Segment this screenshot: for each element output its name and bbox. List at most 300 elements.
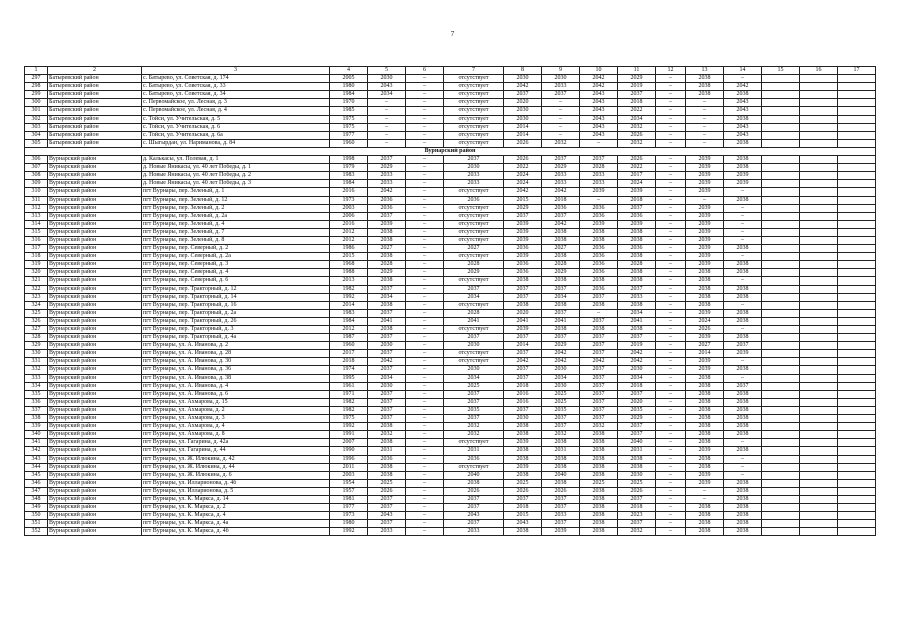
cell-district: Вурнарский район xyxy=(48,447,142,455)
cell-c13: 2038 xyxy=(686,277,724,285)
cell-empty-col-16 xyxy=(800,398,838,406)
cell-empty-col-16 xyxy=(800,285,838,293)
cell-c9: 2036 xyxy=(542,204,580,212)
cell-address: пгт Вурнары, ул. А. Иванова, д. 4 xyxy=(142,382,330,390)
cell-empty-col-17 xyxy=(838,326,876,334)
cell-c8: 2030 xyxy=(504,75,542,83)
cell-c11: 2035 xyxy=(618,406,656,414)
cell-address: пгт Вурнары, ул. А. Иванова, д. 28 xyxy=(142,350,330,358)
cell-c8: 2039 xyxy=(504,439,542,447)
cell-c14: 2038 xyxy=(724,423,762,431)
cell-c6: – xyxy=(406,415,444,423)
cell-c9: 2037 xyxy=(542,334,580,342)
table-row xyxy=(25,115,876,123)
cell-c14: 2038 xyxy=(724,528,762,536)
cell-empty-col-15 xyxy=(762,317,800,325)
cell-district: Вурнарский район xyxy=(48,520,142,528)
cell-c10: 2038 xyxy=(580,504,618,512)
cell-c12: – xyxy=(656,131,686,139)
cell-c7: отсутствует xyxy=(444,220,504,228)
cell-c13: 2039 xyxy=(686,172,724,180)
cell-c13: – xyxy=(686,487,724,495)
cell-c9: 2042 xyxy=(542,220,580,228)
cell-c11: 2034 xyxy=(618,374,656,382)
cell-c14: – xyxy=(724,212,762,220)
cell-c9: 2029 xyxy=(542,269,580,277)
cell-c14: – xyxy=(724,358,762,366)
cell-c5: 2036 xyxy=(368,204,406,212)
table-row xyxy=(25,350,876,358)
column-header: 4 xyxy=(330,67,368,75)
table-row xyxy=(25,277,876,285)
cell-c12: – xyxy=(656,512,686,520)
cell-no: 345 xyxy=(25,471,48,479)
cell-c5: 2032 xyxy=(368,431,406,439)
cell-empty-col-17 xyxy=(838,131,876,139)
cell-c14: 2038 xyxy=(724,245,762,253)
cell-c6: – xyxy=(406,107,444,115)
cell-empty-col-16 xyxy=(800,471,838,479)
cell-empty-col-16 xyxy=(800,512,838,520)
table-row xyxy=(25,415,876,423)
cell-c4: 2006 xyxy=(330,212,368,220)
cell-district: Вурнарский район xyxy=(48,512,142,520)
cell-c6: – xyxy=(406,479,444,487)
cell-address: пгт Вурнары, пер. Зеленый, д. 4 xyxy=(142,220,330,228)
cell-c8: 2036 xyxy=(504,269,542,277)
cell-c10: 2036 xyxy=(580,285,618,293)
cell-no: 312 xyxy=(25,204,48,212)
table-row xyxy=(25,261,876,269)
cell-c12: – xyxy=(656,253,686,261)
cell-c4: 2011 xyxy=(330,463,368,471)
cell-no: 323 xyxy=(25,293,48,301)
cell-c12: – xyxy=(656,261,686,269)
cell-c10: 2037 xyxy=(580,342,618,350)
cell-district: Вурнарский район xyxy=(48,277,142,285)
cell-c9: 2026 xyxy=(542,487,580,495)
cell-empty-col-15 xyxy=(762,107,800,115)
cell-c9: 2037 xyxy=(542,285,580,293)
cell-c7: отсутствует xyxy=(444,212,504,220)
cell-c4: 1992 xyxy=(330,293,368,301)
cell-empty-col-16 xyxy=(800,245,838,253)
cell-c11: 2029 xyxy=(618,415,656,423)
cell-c8: 2020 xyxy=(504,99,542,107)
cell-c9: 2038 xyxy=(542,463,580,471)
cell-c13: 2038 xyxy=(686,463,724,471)
table-row xyxy=(25,512,876,520)
cell-address: пгт Вурнары, ул. Илларионова, д. 5 xyxy=(142,487,330,495)
cell-c14: – xyxy=(724,75,762,83)
table-row xyxy=(25,131,876,139)
table-row xyxy=(25,317,876,325)
column-header: 6 xyxy=(406,67,444,75)
cell-c4: 1990 xyxy=(330,447,368,455)
cell-c4: 1980 xyxy=(330,83,368,91)
cell-address: пгт Вурнары, ул. Ахмарова, д. 2 xyxy=(142,406,330,414)
cell-c10: 2037 xyxy=(580,366,618,374)
cell-district: Батыревский район xyxy=(48,131,142,139)
cell-empty-col-16 xyxy=(800,495,838,503)
cell-c13: – xyxy=(686,139,724,147)
cell-c12: – xyxy=(656,423,686,431)
table-row xyxy=(25,495,876,503)
cell-c14: 2038 xyxy=(724,512,762,520)
cell-c13: – xyxy=(686,107,724,115)
cell-empty-col-16 xyxy=(800,131,838,139)
cell-empty-col-15 xyxy=(762,156,800,164)
cell-c4: 2018 xyxy=(330,358,368,366)
cell-c6: – xyxy=(406,512,444,520)
cell-c12: – xyxy=(656,326,686,334)
cell-empty-col-15 xyxy=(762,439,800,447)
cell-empty-col-16 xyxy=(800,99,838,107)
cell-empty-col-17 xyxy=(838,447,876,455)
cell-c6: – xyxy=(406,528,444,536)
cell-empty-col-17 xyxy=(838,107,876,115)
cell-c6: – xyxy=(406,326,444,334)
cell-c8: 2038 xyxy=(504,431,542,439)
cell-c8: 2043 xyxy=(504,520,542,528)
cell-c7: отсутствует xyxy=(444,228,504,236)
cell-c12: – xyxy=(656,398,686,406)
cell-district: Вурнарский район xyxy=(48,228,142,236)
cell-c11: 2018 xyxy=(618,504,656,512)
page-number: 7 xyxy=(450,30,455,38)
table-row xyxy=(25,479,876,487)
cell-c7: отсутствует xyxy=(444,188,504,196)
cell-c13: 2027 xyxy=(686,342,724,350)
cell-c5: 2038 xyxy=(368,326,406,334)
cell-c14: 2038 xyxy=(724,261,762,269)
table-row xyxy=(25,285,876,293)
cell-address: с. Шыгырдан, ул. Нариманова, д. 84 xyxy=(142,139,330,147)
cell-c8: 2042 xyxy=(504,358,542,366)
cell-c4: 2007 xyxy=(330,439,368,447)
cell-c8: 2037 xyxy=(504,366,542,374)
cell-c12: – xyxy=(656,99,686,107)
cell-c12: – xyxy=(656,495,686,503)
cell-no: 337 xyxy=(25,406,48,414)
cell-empty-col-15 xyxy=(762,164,800,172)
cell-c10: 2038 xyxy=(580,228,618,236)
cell-address: д. Новые Яникасы, ул. 40 лет Победы, д. 3 xyxy=(142,180,330,188)
cell-c6: – xyxy=(406,423,444,431)
cell-empty-col-17 xyxy=(838,398,876,406)
cell-c13: 2039 xyxy=(686,188,724,196)
cell-c7: 2036 xyxy=(444,196,504,204)
cell-c11: 2036 xyxy=(618,245,656,253)
cell-c7: 2040 xyxy=(444,471,504,479)
cell-c6: – xyxy=(406,342,444,350)
cell-c8: 2039 xyxy=(504,236,542,244)
cell-c6: – xyxy=(406,366,444,374)
cell-c5: 2029 xyxy=(368,269,406,277)
cell-c10: 2039 xyxy=(580,220,618,228)
cell-empty-col-17 xyxy=(838,423,876,431)
cell-address: пгт Вурнары, пер. Тракторный, д. 12 xyxy=(142,285,330,293)
cell-c7: 2026 xyxy=(444,487,504,495)
cell-c9: 2038 xyxy=(542,479,580,487)
cell-no: 298 xyxy=(25,83,48,91)
cell-no: 349 xyxy=(25,504,48,512)
table-row xyxy=(25,123,876,131)
cell-c6: – xyxy=(406,123,444,131)
cell-district: Батыревский район xyxy=(48,83,142,91)
cell-c9: 2033 xyxy=(542,83,580,91)
cell-c12: – xyxy=(656,382,686,390)
cell-empty-col-17 xyxy=(838,390,876,398)
cell-c12: – xyxy=(656,342,686,350)
cell-c7: отсутствует xyxy=(444,139,504,147)
cell-empty-col-15 xyxy=(762,528,800,536)
cell-c14: 2038 xyxy=(724,91,762,99)
cell-district: Батыревский район xyxy=(48,75,142,83)
cell-empty-col-15 xyxy=(762,139,800,147)
cell-empty-col-16 xyxy=(800,261,838,269)
cell-district: Вурнарский район xyxy=(48,212,142,220)
table-row xyxy=(25,253,876,261)
cell-c4: 2012 xyxy=(330,228,368,236)
table-row xyxy=(25,390,876,398)
cell-address: пгт Вурнары, ул. К. Маркса, д. 4а xyxy=(142,520,330,528)
cell-c12: – xyxy=(656,220,686,228)
cell-district: Батыревский район xyxy=(48,123,142,131)
cell-c7: отсутствует xyxy=(444,463,504,471)
cell-empty-col-16 xyxy=(800,447,838,455)
cell-c8: 2042 xyxy=(504,83,542,91)
cell-address: пгт Вурнары, ул. Ж. Илюкина, д. 44 xyxy=(142,463,330,471)
cell-c5: 2037 xyxy=(368,504,406,512)
table-row xyxy=(25,245,876,253)
cell-c8: 2037 xyxy=(504,495,542,503)
cell-no: 308 xyxy=(25,172,48,180)
cell-c9: 2028 xyxy=(542,261,580,269)
cell-c8: 2037 xyxy=(504,406,542,414)
cell-c14: 2043 xyxy=(724,131,762,139)
cell-c5: – xyxy=(368,107,406,115)
cell-address: пгт Вурнары, пер. Тракторный, д. 2а xyxy=(142,309,330,317)
cell-empty-col-17 xyxy=(838,180,876,188)
cell-c9: 2037 xyxy=(542,495,580,503)
cell-c4: 1977 xyxy=(330,131,368,139)
cell-c6: – xyxy=(406,463,444,471)
cell-c13: – xyxy=(686,196,724,204)
cell-c9: 2029 xyxy=(542,342,580,350)
cell-c6: – xyxy=(406,83,444,91)
cell-c5: 2037 xyxy=(368,415,406,423)
cell-empty-col-16 xyxy=(800,91,838,99)
table-row xyxy=(25,326,876,334)
cell-c12: – xyxy=(656,487,686,495)
cell-empty-col-16 xyxy=(800,204,838,212)
cell-empty-col-17 xyxy=(838,374,876,382)
cell-c4: 1961 xyxy=(330,382,368,390)
cell-empty-col-17 xyxy=(838,245,876,253)
cell-c7: 2038 xyxy=(444,479,504,487)
cell-c13: 2039 xyxy=(686,447,724,455)
cell-address: пгт Вурнары, ул. Ж. Илюкина, д. 42 xyxy=(142,455,330,463)
cell-c14: – xyxy=(724,188,762,196)
cell-c8: 2014 xyxy=(504,123,542,131)
cell-district: Вурнарский район xyxy=(48,495,142,503)
cell-district: Вурнарский район xyxy=(48,334,142,342)
cell-c8: 2036 xyxy=(504,245,542,253)
cell-empty-col-15 xyxy=(762,261,800,269)
cell-empty-col-17 xyxy=(838,504,876,512)
cell-c13: 2038 xyxy=(686,528,724,536)
cell-c10: 2033 xyxy=(580,172,618,180)
cell-c4: 1992 xyxy=(330,423,368,431)
cell-c14: 2038 xyxy=(724,495,762,503)
cell-empty-col-16 xyxy=(800,504,838,512)
cell-c7: 2033 xyxy=(444,172,504,180)
cell-c8: 2016 xyxy=(504,398,542,406)
cell-c7: 2037 xyxy=(444,495,504,503)
cell-empty-col-17 xyxy=(838,253,876,261)
cell-c4: 2012 xyxy=(330,236,368,244)
table-row xyxy=(25,471,876,479)
cell-c6: – xyxy=(406,188,444,196)
cell-c11: 2040 xyxy=(618,439,656,447)
cell-c9: 2038 xyxy=(542,455,580,463)
cell-empty-col-15 xyxy=(762,374,800,382)
cell-empty-col-16 xyxy=(800,374,838,382)
cell-empty-col-17 xyxy=(838,334,876,342)
cell-address: с. Тойси, ул. Учительская, д. 6 xyxy=(142,123,330,131)
cell-c13: 2038 xyxy=(686,455,724,463)
cell-c7: отсутствует xyxy=(444,253,504,261)
cell-c14: 2038 xyxy=(724,520,762,528)
cell-c11: 2018 xyxy=(618,196,656,204)
cell-no: 316 xyxy=(25,236,48,244)
cell-c11: 2038 xyxy=(618,301,656,309)
cell-empty-col-17 xyxy=(838,455,876,463)
cell-c8: 2024 xyxy=(504,172,542,180)
cell-empty-col-15 xyxy=(762,382,800,390)
table-row xyxy=(25,156,876,164)
cell-no: 341 xyxy=(25,439,48,447)
cell-empty-col-16 xyxy=(800,390,838,398)
cell-c5: 2037 xyxy=(368,212,406,220)
cell-empty-col-17 xyxy=(838,350,876,358)
cell-c14: 2039 xyxy=(724,172,762,180)
cell-address: пгт Вурнары, ул. Ахмарова, д. 8 xyxy=(142,431,330,439)
cell-c11: 2023 xyxy=(618,512,656,520)
housing-schedule-table xyxy=(24,66,876,536)
cell-no: 305 xyxy=(25,139,48,147)
cell-c8: 2030 xyxy=(504,415,542,423)
cell-c14: 2043 xyxy=(724,107,762,115)
cell-no: 310 xyxy=(25,188,48,196)
cell-c5: 2027 xyxy=(368,245,406,253)
cell-c8: 2018 xyxy=(504,504,542,512)
cell-c4: 2017 xyxy=(330,350,368,358)
cell-empty-col-17 xyxy=(838,512,876,520)
cell-c10: 2038 xyxy=(580,326,618,334)
cell-c9: 2031 xyxy=(542,447,580,455)
cell-empty-col-15 xyxy=(762,398,800,406)
column-header: 16 xyxy=(800,67,838,75)
cell-c8: 2041 xyxy=(504,317,542,325)
cell-c5: 2037 xyxy=(368,390,406,398)
cell-c4: 1996 xyxy=(330,455,368,463)
cell-c7: отсутствует xyxy=(444,91,504,99)
cell-c11: 2030 xyxy=(618,471,656,479)
cell-district: Вурнарский район xyxy=(48,358,142,366)
cell-c11: 2034 xyxy=(618,115,656,123)
cell-c10: 2043 xyxy=(580,99,618,107)
cell-c5: 2033 xyxy=(368,528,406,536)
cell-c11: 2029 xyxy=(618,75,656,83)
cell-c14: – xyxy=(724,326,762,334)
cell-c9: – xyxy=(542,115,580,123)
cell-c8: 2015 xyxy=(504,196,542,204)
cell-c11: 2037 xyxy=(618,390,656,398)
cell-district: Вурнарский район xyxy=(48,423,142,431)
cell-c6: – xyxy=(406,131,444,139)
cell-c11: 2018 xyxy=(618,99,656,107)
cell-empty-col-17 xyxy=(838,415,876,423)
cell-empty-col-15 xyxy=(762,342,800,350)
cell-no: 343 xyxy=(25,455,48,463)
cell-empty-col-17 xyxy=(838,479,876,487)
cell-c11: 2025 xyxy=(618,479,656,487)
cell-c14: – xyxy=(724,471,762,479)
cell-c7: 2030 xyxy=(444,366,504,374)
table-row xyxy=(25,301,876,309)
cell-c9: 2037 xyxy=(542,212,580,220)
column-header: 1 xyxy=(25,67,48,75)
cell-c8: 2037 xyxy=(504,293,542,301)
cell-empty-col-15 xyxy=(762,277,800,285)
cell-no: 315 xyxy=(25,228,48,236)
cell-c5: – xyxy=(368,139,406,147)
cell-district: Вурнарский район xyxy=(48,342,142,350)
cell-c5: 2029 xyxy=(368,164,406,172)
cell-c4: 2013 xyxy=(330,277,368,285)
cell-c10: 2036 xyxy=(580,253,618,261)
cell-district: Вурнарский район xyxy=(48,366,142,374)
cell-empty-col-15 xyxy=(762,406,800,414)
table-row xyxy=(25,358,876,366)
cell-c11: 2038 xyxy=(618,463,656,471)
column-header: 15 xyxy=(762,67,800,75)
cell-c8: 2039 xyxy=(504,228,542,236)
cell-c9: 2042 xyxy=(542,358,580,366)
cell-c7: отсутствует xyxy=(444,326,504,334)
cell-c9: 2032 xyxy=(542,139,580,147)
cell-empty-col-17 xyxy=(838,471,876,479)
cell-c12: – xyxy=(656,236,686,244)
cell-c10: 2036 xyxy=(580,269,618,277)
cell-c4: 1998 xyxy=(330,156,368,164)
cell-c6: – xyxy=(406,180,444,188)
cell-c14: 2037 xyxy=(724,382,762,390)
cell-no: 299 xyxy=(25,91,48,99)
cell-empty-col-16 xyxy=(800,269,838,277)
cell-district: Вурнарский район xyxy=(48,431,142,439)
cell-empty-col-15 xyxy=(762,228,800,236)
cell-no: 303 xyxy=(25,123,48,131)
cell-c10: 2042 xyxy=(580,75,618,83)
cell-c11: 2036 xyxy=(618,212,656,220)
cell-no: 336 xyxy=(25,398,48,406)
cell-c5: 2041 xyxy=(368,317,406,325)
cell-c14: 2038 xyxy=(724,431,762,439)
cell-c11: 2026 xyxy=(618,487,656,495)
